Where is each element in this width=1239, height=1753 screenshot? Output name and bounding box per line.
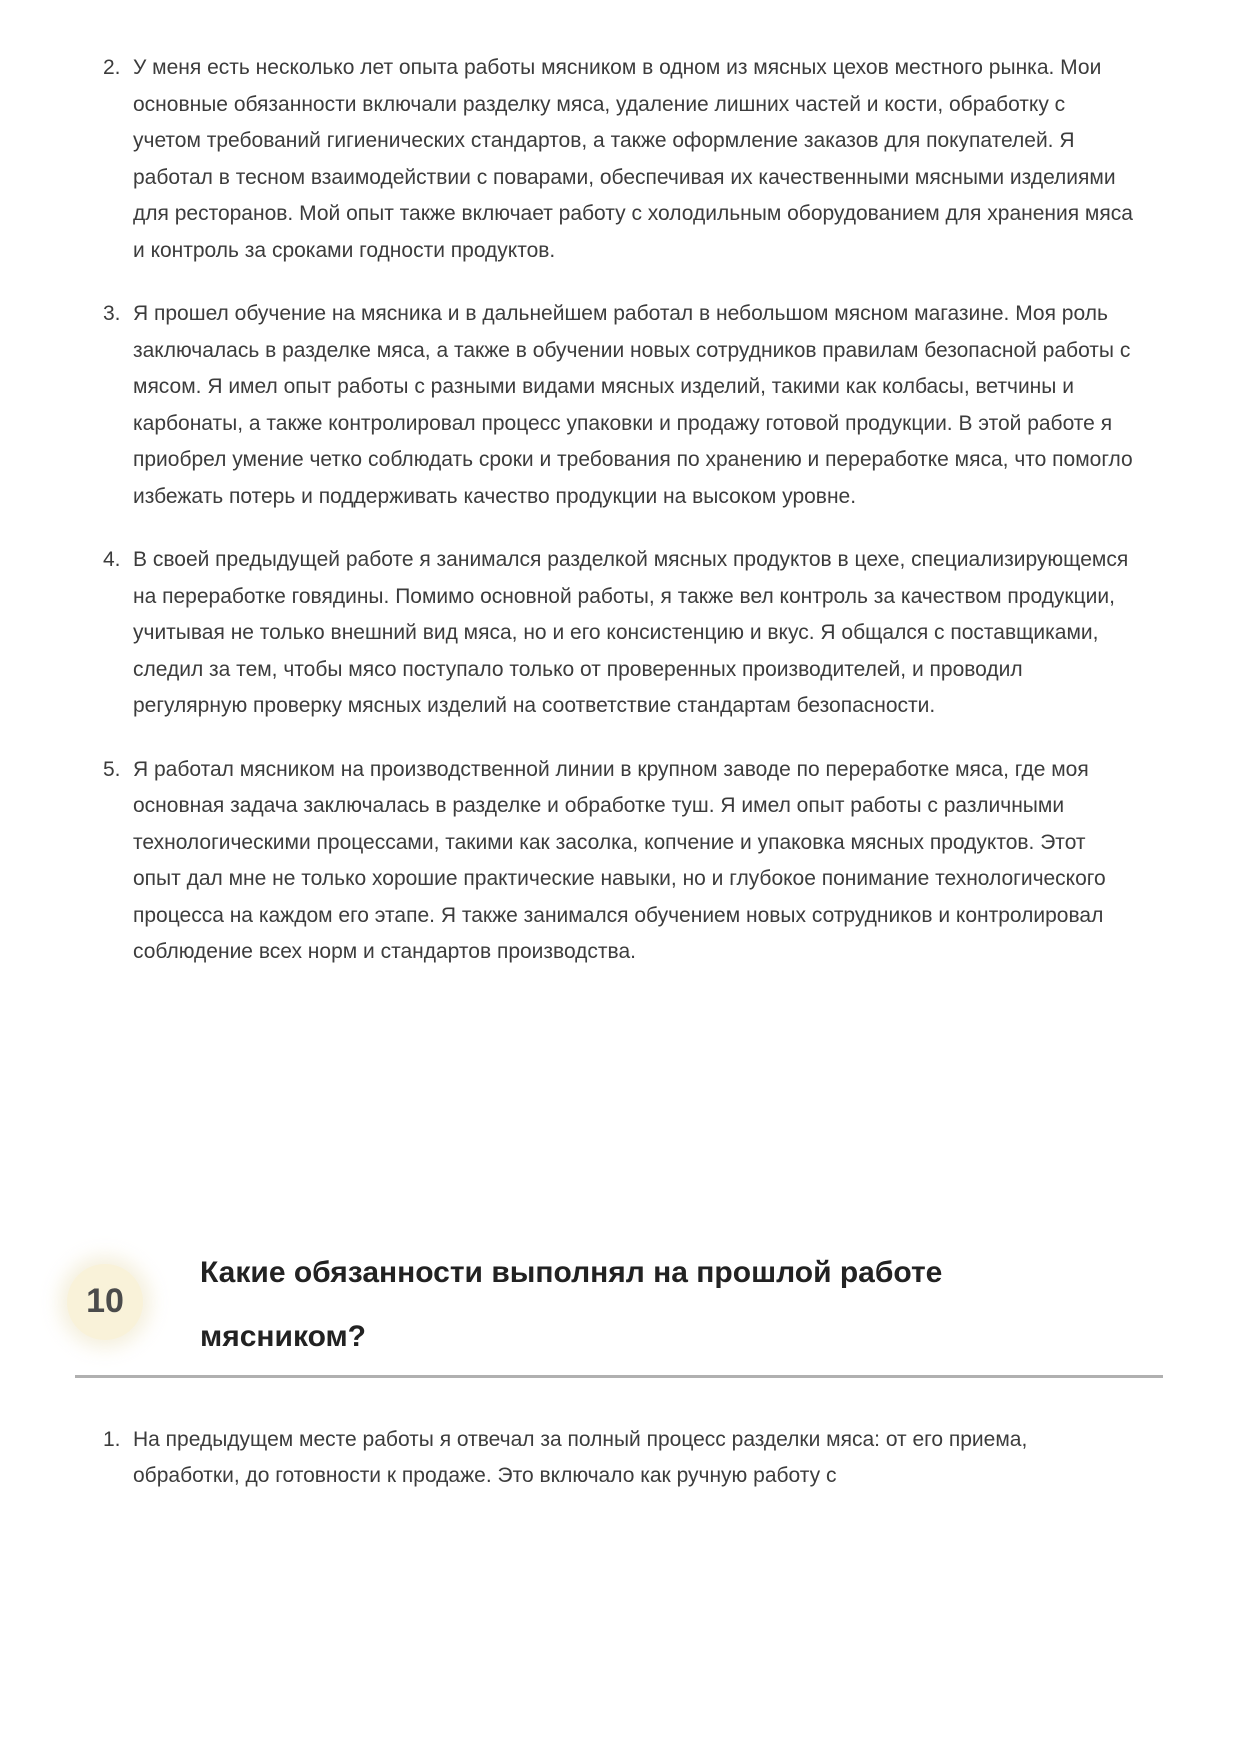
list-item [103, 50, 1135, 269]
list-item-number: 1. [103, 1427, 121, 1451]
list-item-text: Я прошел обучение на мясника и в дальнейшем работал в небольшом мясном магазине. Моя роль заключалась в разделке мяса, а также в обучении новых сотрудников правилам безопасной работы с мясом. Я имел опыт работы с разными видами мясных изделий, такими как колбасы, ветчины и карбонаты, а также контролировал процесс упаковки и продажу готовой продукции. В этой работе я приобрел умение четко соблюдать сроки и требования по хранению и переработке мяса, что помогло избежать потерь и поддерживать качество продукции на высоком уровне. [133, 302, 1133, 508]
question-section-header [67, 1241, 1164, 1369]
list-item [103, 542, 1135, 725]
list-item-number: 3. [103, 302, 121, 325]
current-answers-list [0, 1378, 1239, 1495]
list-item-number: 5. [103, 757, 121, 781]
list-item-text: Я работал мясником на производственной линии в крупном заводе по переработке мяса, где моя основная задача заключалась в разделке и обработке туш. Я имел опыт работы с различными технологическими процессами, такими как засолка, копчение и упаковка мясных продуктов. Этот опыт дал мне не только хорошие практические навыки, но и глубокое понимание технологического процесса на каждом его этапе. Я также занимался обучением новых сотрудников и контролировал соблюдение всех норм и стандартов производства. [133, 757, 1106, 963]
question-number-badge: 10 [67, 1264, 143, 1340]
list-item-number: 2. [103, 56, 121, 79]
list-item [103, 752, 1135, 971]
list-item [103, 296, 1135, 515]
list-item [103, 1422, 1135, 1495]
list-item-number: 4. [103, 548, 121, 571]
list-item-text: У меня есть несколько лет опыта работы мясником в одном из мясных цехов местного рынка. Мои основные обязанности включали разделку мяса, удаление лишних частей и кости, обработку с учетом требований гигиенических стандартов, а также оформление заказов для покупателей. Я работал в тесном взаимодействии с поварами, обеспечивая их качественными мясными изделиями для ресторанов. Мой опыт также включает работу с холодильным оборудованием для хранения мяса и контроль за сроками годности продуктов. [133, 56, 1133, 262]
list-item-text: На предыдущем месте работы я отвечал за полный процесс разделки мяса: от его приема, обработки, до готовности к продаже. Это включало как ручную работу с [133, 1427, 1028, 1487]
list-item-text: В своей предыдущей работе я занимался разделкой мясных продуктов в цехе, специализирующемся на переработке говядины. Помимо основной работы, я также вел контроль за качеством продукции, учитывая не только внешний вид мяса, но и его консистенцию и вкус. Я общался с поставщиками, следил за тем, чтобы мясо поступало только от проверенных производителей, и проводил регулярную проверку мясных изделий на соответствие стандартам безопасности. [133, 548, 1129, 717]
question-title: Какие обязанности выполнял на прошлой работе мясником? [200, 1255, 943, 1353]
